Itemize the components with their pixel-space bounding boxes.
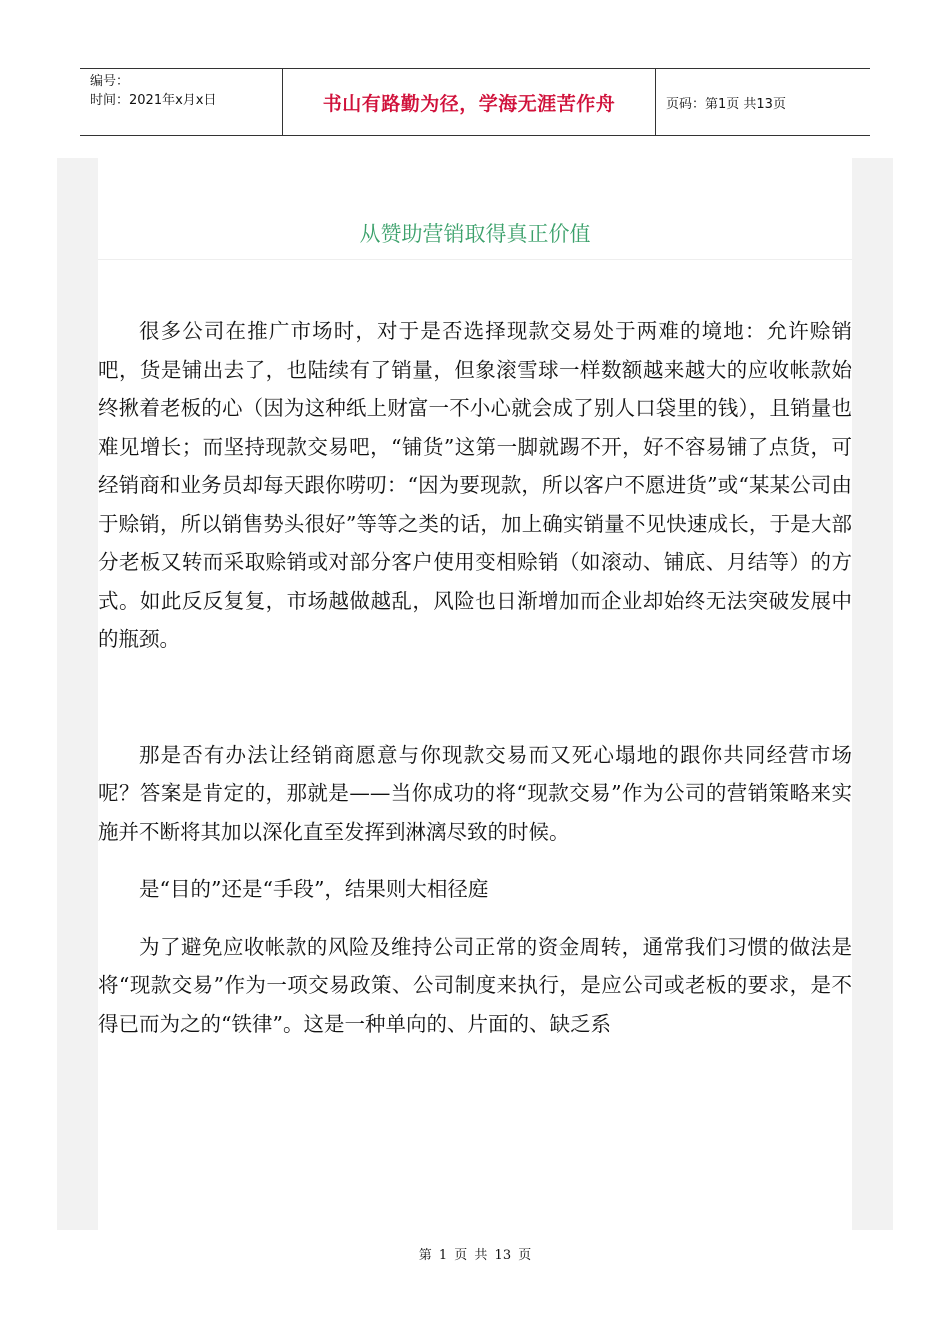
- header-motto: 书山有路勤为径，学海无涯苦作舟: [282, 69, 656, 135]
- header-table: [80, 68, 870, 136]
- paragraph-2: 那是否有办法让经销商愿意与你现款交易而又死心塌地的跟你共同经营市场呢？答案是肯定的，那就是——当你成功的将“现款交易”作为公司的营销策略来实施并不断将其加以深化直至发挥到淋漓尽致的时候。: [98, 742, 852, 844]
- header-meta: [80, 69, 282, 135]
- page-footer: 第 1 页 共 13 页: [418, 1248, 532, 1263]
- header-page-info: 页码：第1页 共13页: [666, 96, 786, 112]
- section-heading: 是“目的”还是“手段”，结果则大相径庭: [139, 877, 489, 901]
- document-title: 从赞助营销取得真正价值: [359, 222, 591, 246]
- document-number-label: 编号：: [90, 74, 130, 89]
- paragraph-3: 为了避免应收帐款的风险及维持公司正常的资金周转，通常我们习惯的做法是将“现款交易”作为一项交易政策、公司制度来执行，是应公司或老板的要求，是不得已而为之的“铁律”。这是一种单向的、片面的、缺乏系: [98, 934, 852, 1036]
- document-time-label: 时间：2021年x月x日: [90, 93, 217, 108]
- title-divider: [98, 259, 852, 260]
- document-body: [98, 312, 852, 1043]
- paragraph-1: 很多公司在推广市场时，对于是否选择现款交易处于两难的境地：允许赊销吧，货是铺出去了，也陆续有了销量，但象滚雪球一样数额越来越大的应收帐款始终揪着老板的心（因为这种纸上财富一不小心就会成了别人口袋里的钱），且销量也难见增长；而坚持现款交易吧，“铺货”这第一脚就踢不开，好不容易铺了点货，可经销商和业务员却每天跟你唠叨：“因为要现款，所以客户不愿进货”或“某某公司由于赊销，所以销售势头很好”等等之类的话，加上确实销量不见快速成长，于是大部分老板又转而采取赊销或对部分客户使用变相赊销（如滚动、铺底、月结等）的方式。如此反反复复，市场越做越乱，风险也日渐增加而企业却始终无法突破发展中的瓶颈。: [98, 319, 852, 651]
